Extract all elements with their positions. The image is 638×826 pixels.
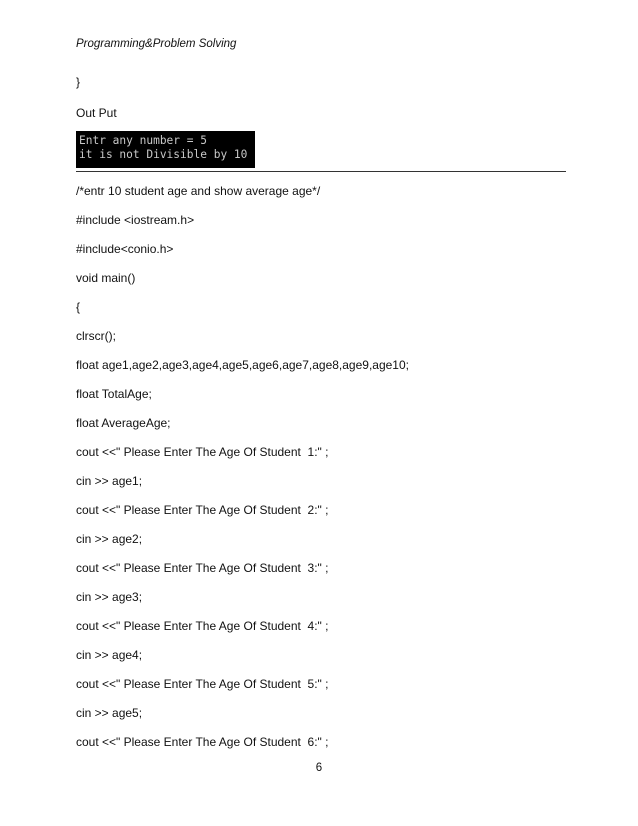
section-divider: [76, 171, 566, 172]
code-line: clrscr();: [76, 329, 116, 343]
code-line: cin >> age3;: [76, 590, 143, 604]
output-heading: Out Put: [76, 106, 117, 120]
code-line: {: [76, 300, 81, 314]
code-line: cin >> age1;: [76, 474, 143, 488]
code-line: cin >> age5;: [76, 706, 143, 720]
page-number: 6: [315, 762, 323, 774]
code-line: #include<conio.h>: [76, 242, 174, 256]
console-output-screenshot: [76, 131, 255, 168]
console-line: it is not Divisible by 10: [79, 148, 248, 161]
console-line: Entr any number = 5: [79, 134, 207, 147]
code-line-closing-brace: }: [76, 75, 81, 89]
code-line: cout <<" Please Enter The Age Of Student 1:" ;: [76, 445, 329, 459]
code-line: cout <<" Please Enter The Age Of Student 3:" ;: [76, 561, 329, 575]
code-line: cout <<" Please Enter The Age Of Student 6:" ;: [76, 735, 329, 749]
code-line: cin >> age2;: [76, 532, 143, 546]
code-line: cin >> age4;: [76, 648, 143, 662]
code-line: /*entr 10 student age and show average age*/: [76, 184, 321, 198]
code-line: cout <<" Please Enter The Age Of Student 2:" ;: [76, 503, 329, 517]
code-line: #include <iostream.h>: [76, 213, 195, 227]
page-header-title: Programming&Problem Solving: [76, 38, 237, 50]
code-line: cout <<" Please Enter The Age Of Student 5:" ;: [76, 677, 329, 691]
code-line: void main(): [76, 271, 136, 285]
code-line: float TotalAge;: [76, 387, 152, 401]
code-line: cout <<" Please Enter The Age Of Student 4:" ;: [76, 619, 329, 633]
code-line: float age1,age2,age3,age4,age5,age6,age7,age8,age9,age10;: [76, 358, 409, 372]
code-line: float AverageAge;: [76, 416, 171, 430]
